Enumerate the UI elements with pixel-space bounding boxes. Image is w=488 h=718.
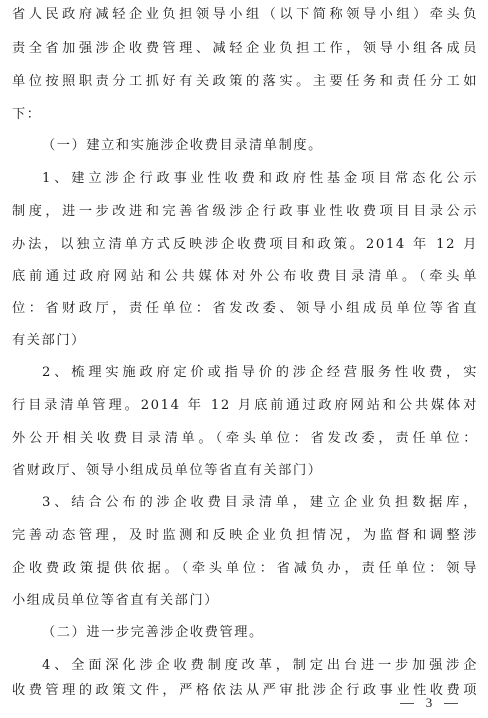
text-line: 小组成员单位等省直有关部门） bbox=[12, 593, 220, 608]
text-line: 下： bbox=[12, 107, 42, 122]
text-line: 3、结合公布的涉企收费目录清单，建立企业负担数据库， bbox=[42, 495, 478, 510]
text-line: 有关部门） bbox=[12, 333, 86, 348]
text-line: 4、全面深化涉企收费制度改革，制定出台进一步加强涉企 bbox=[42, 658, 478, 673]
page-number: 3 bbox=[425, 695, 433, 710]
text-line: 位：省财政厅，责任单位：省发改委、领导小组成员单位等省直 bbox=[12, 301, 478, 316]
text-line: 企收费政策提供依据。（牵头单位：省减负办，责任单位：领导 bbox=[12, 561, 478, 576]
text-line: 外公开相关收费目录清单。（牵头单位：省发改委，责任单位： bbox=[12, 431, 478, 446]
text-line: 行目录清单管理。2014 年 12 月底前通过政府网站和公共媒体对 bbox=[12, 398, 478, 413]
text-line: 制度，进一步改进和完善省级涉企行政事业性收费项目目录公示 bbox=[12, 204, 478, 219]
text-line: 单位按照职责分工抓好有关政策的落实。主要任务和责任分工如 bbox=[12, 74, 478, 89]
section-heading: （二）进一步完善涉企收费管理。 bbox=[42, 625, 264, 640]
text-line: 省财政厅、领导小组成员单位等省直有关部门） bbox=[12, 463, 323, 478]
text-line: 1、建立涉企行政事业性收费和政府性基金项目常态化公示 bbox=[42, 171, 478, 186]
text-line: 2、梳理实施政府定价或指导价的涉企经营服务性收费，实 bbox=[42, 365, 478, 380]
text-line: 办法，以独立清单方式反映涉企收费项目和政策。2014 年 12 月 bbox=[12, 237, 478, 252]
section-heading: （一）建立和实施涉企收费目录清单制度。 bbox=[42, 138, 323, 153]
text-line: 省人民政府减轻企业负担领导小组（以下简称领导小组）牵头负 bbox=[12, 7, 478, 22]
text-line: 完善动态管理，及时监测和反映企业负担情况，为监督和调整涉 bbox=[12, 528, 478, 543]
text-line: 收费管理的政策文件，严格依法从严审批涉企行政事业性收费项 bbox=[12, 683, 478, 698]
page-number-right-dash bbox=[444, 703, 458, 704]
text-line: 底前通过政府网站和公共媒体对外公布收费目录清单。（牵头单 bbox=[12, 269, 478, 284]
text-line: 责全省加强涉企收费管理、减轻企业负担工作，领导小组各成员 bbox=[12, 41, 478, 56]
